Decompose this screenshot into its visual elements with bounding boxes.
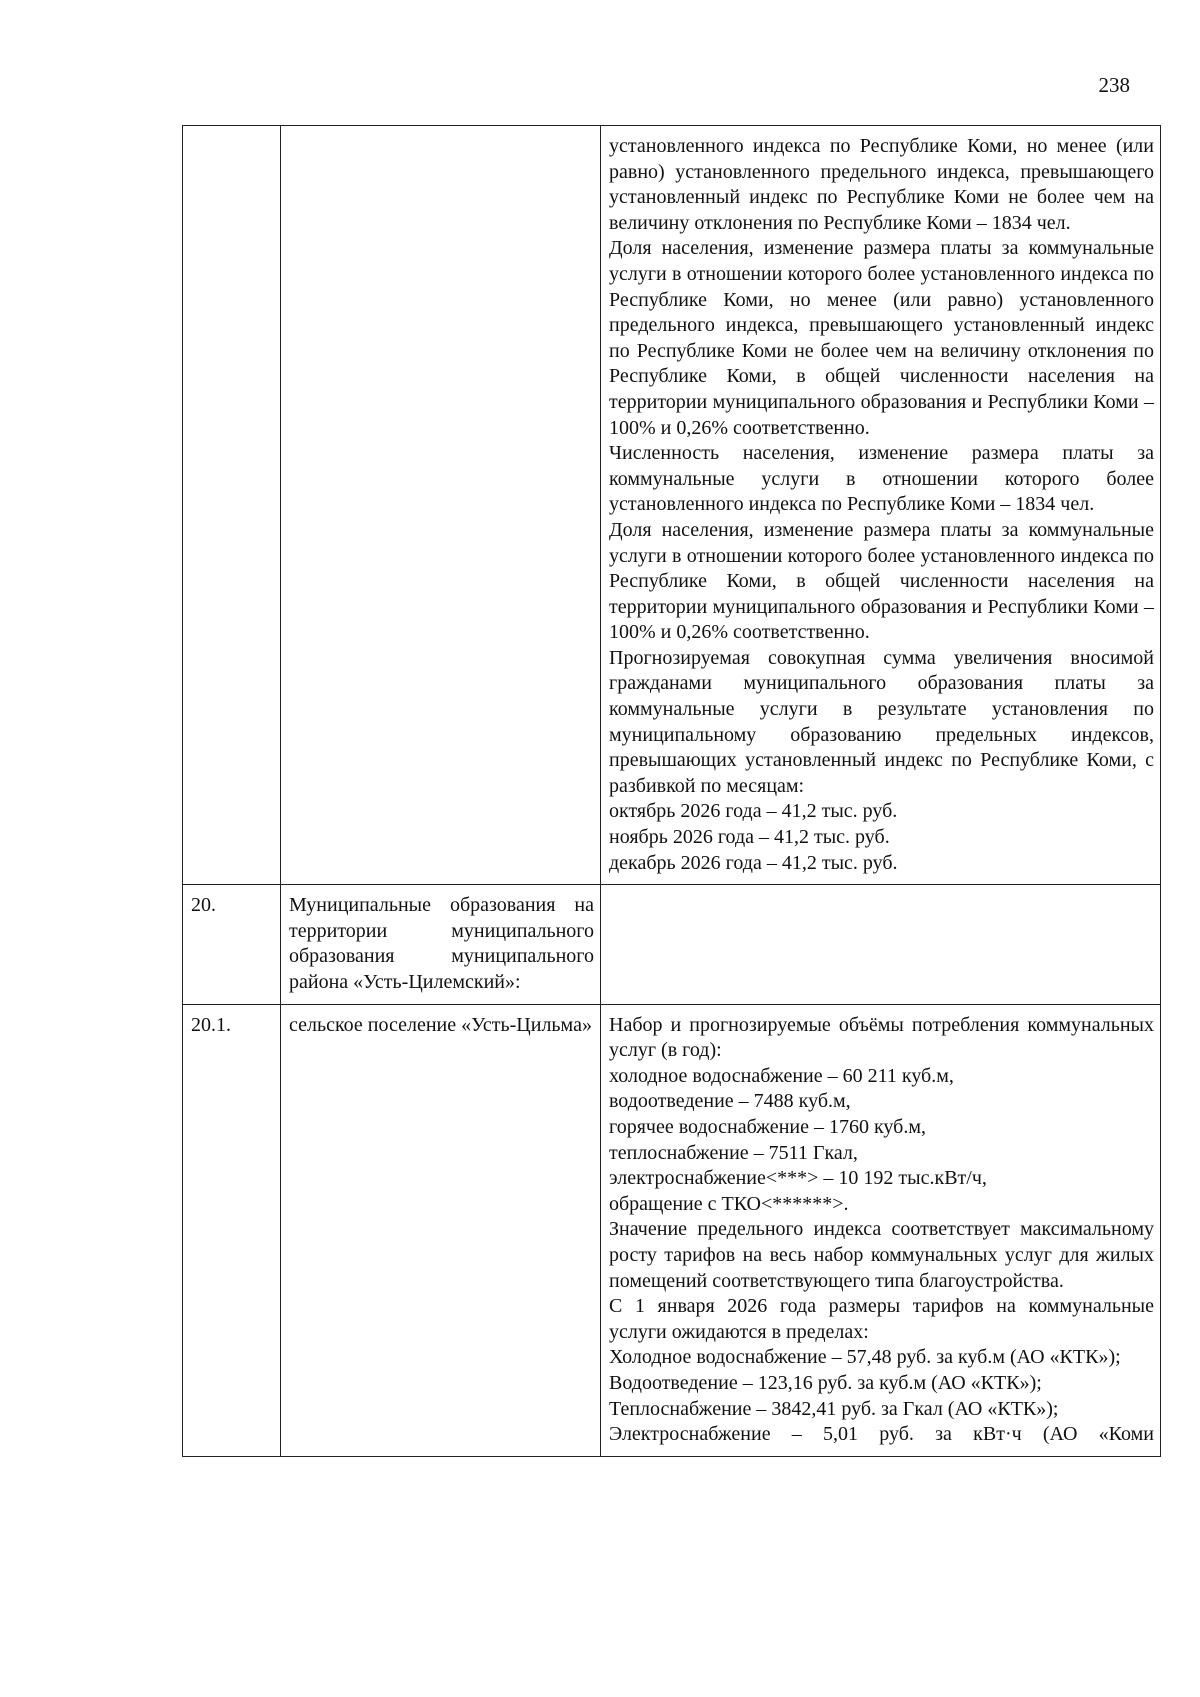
paragraph: Электроснабжение – 5,01 руб. за кВт·ч (АО «Коми [609, 1423, 1154, 1446]
paragraph: Холодное водоснабжение – 57,48 руб. за куб.м (АО «КТК»); [609, 1346, 1121, 1369]
row-number-cell: 20.1. [183, 1004, 281, 1456]
paragraph: Теплоснабжение – 3842,41 руб. за Гкал (АО «КТК»); [609, 1397, 1059, 1420]
paragraph: Численность населения, изменение размера платы за коммунальные услуги в отношении которого более установленного индекса по Республике Коми – 1834 чел. [609, 442, 1154, 516]
table-row [183, 885, 1161, 1004]
municipality-cell [281, 126, 601, 885]
paragraph: электроснабжение<***> – 10 192 тыс.кВт/ч, [609, 1167, 987, 1190]
row-number-cell [183, 126, 281, 885]
paragraph: Прогнозируемая совокупная сумма увеличения вносимой гражданами муниципального образования платы за коммунальные услуги в результате установления по муниципальному образованию предельных индексов, превышающих установленный индекс по Республике Коми, с разбивкой по месяцам: [609, 646, 1154, 797]
municipality-cell: сельское поселение «Усть-Цильма» [281, 1004, 601, 1456]
paragraph: декабрь 2026 года – 41,2 тыс. руб. [609, 851, 898, 874]
municipality-cell: Муниципальные образования на территории муниципального образования муниципального района «Усть-Цилемский»: [281, 885, 601, 1004]
table-row [183, 126, 1161, 885]
paragraph: Доля населения, изменение размера платы за коммунальные услуги в отношении которого более установленного индекса по Республике Коми, в общей численности населения на территории муниципального образования и Республики Коми – 100% и 0,26% соответственно. [609, 518, 1154, 644]
table-row [183, 1004, 1161, 1456]
description-cell [601, 1004, 1161, 1456]
paragraph: Водоотведение – 123,16 руб. за куб.м (АО «КТК»); [609, 1371, 1042, 1394]
paragraph: октябрь 2026 года – 41,2 тыс. руб. [609, 800, 898, 823]
row-number-cell: 20. [183, 885, 281, 1004]
paragraph: Набор и прогнозируемые объёмы потребления коммунальных услуг (в год): [609, 1013, 1154, 1062]
tariff-table [182, 125, 1161, 1457]
description-cell [601, 126, 1161, 885]
paragraph: Доля населения, изменение размера платы за коммунальные услуги в отношении которого более установленного индекса по Республике Коми, но менее (или равно) установленного предельного индекса, превышающего установленный индекс по Республике Коми не более чем на величину отклонения по Республике Коми, в общей численности населения на территории муниципального образования и Республики Коми – 100% и 0,26% соответственно. [609, 237, 1154, 439]
paragraph: установленного индекса по Республике Коми, но менее (или равно) установленного предельного индекса, превышающего установленный индекс по Республике Коми не более чем на величину отклонения по Республике Коми – 1834 чел. [609, 135, 1154, 234]
paragraph: горячее водоснабжение – 1760 куб.м, [609, 1115, 926, 1138]
paragraph: водоотведение – 7488 куб.м, [609, 1090, 851, 1113]
paragraph: теплоснабжение – 7511 Гкал, [609, 1141, 858, 1164]
description-cell [601, 885, 1161, 1004]
paragraph: С 1 января 2026 года размеры тарифов на коммунальные услуги ожидаются в пределах: [609, 1295, 1154, 1343]
paragraph: ноябрь 2026 года – 41,2 тыс. руб. [609, 826, 890, 849]
paragraph: обращение с ТКО<******>. [609, 1192, 849, 1215]
page-number: 238 [1098, 73, 1130, 97]
paragraph: холодное водоснабжение – 60 211 куб.м, [609, 1064, 954, 1087]
paragraph: Значение предельного индекса соответствует максимальному росту тарифов на весь набор коммунальных услуг для жилых помещений соответствующего типа благоустройства. [609, 1218, 1154, 1292]
